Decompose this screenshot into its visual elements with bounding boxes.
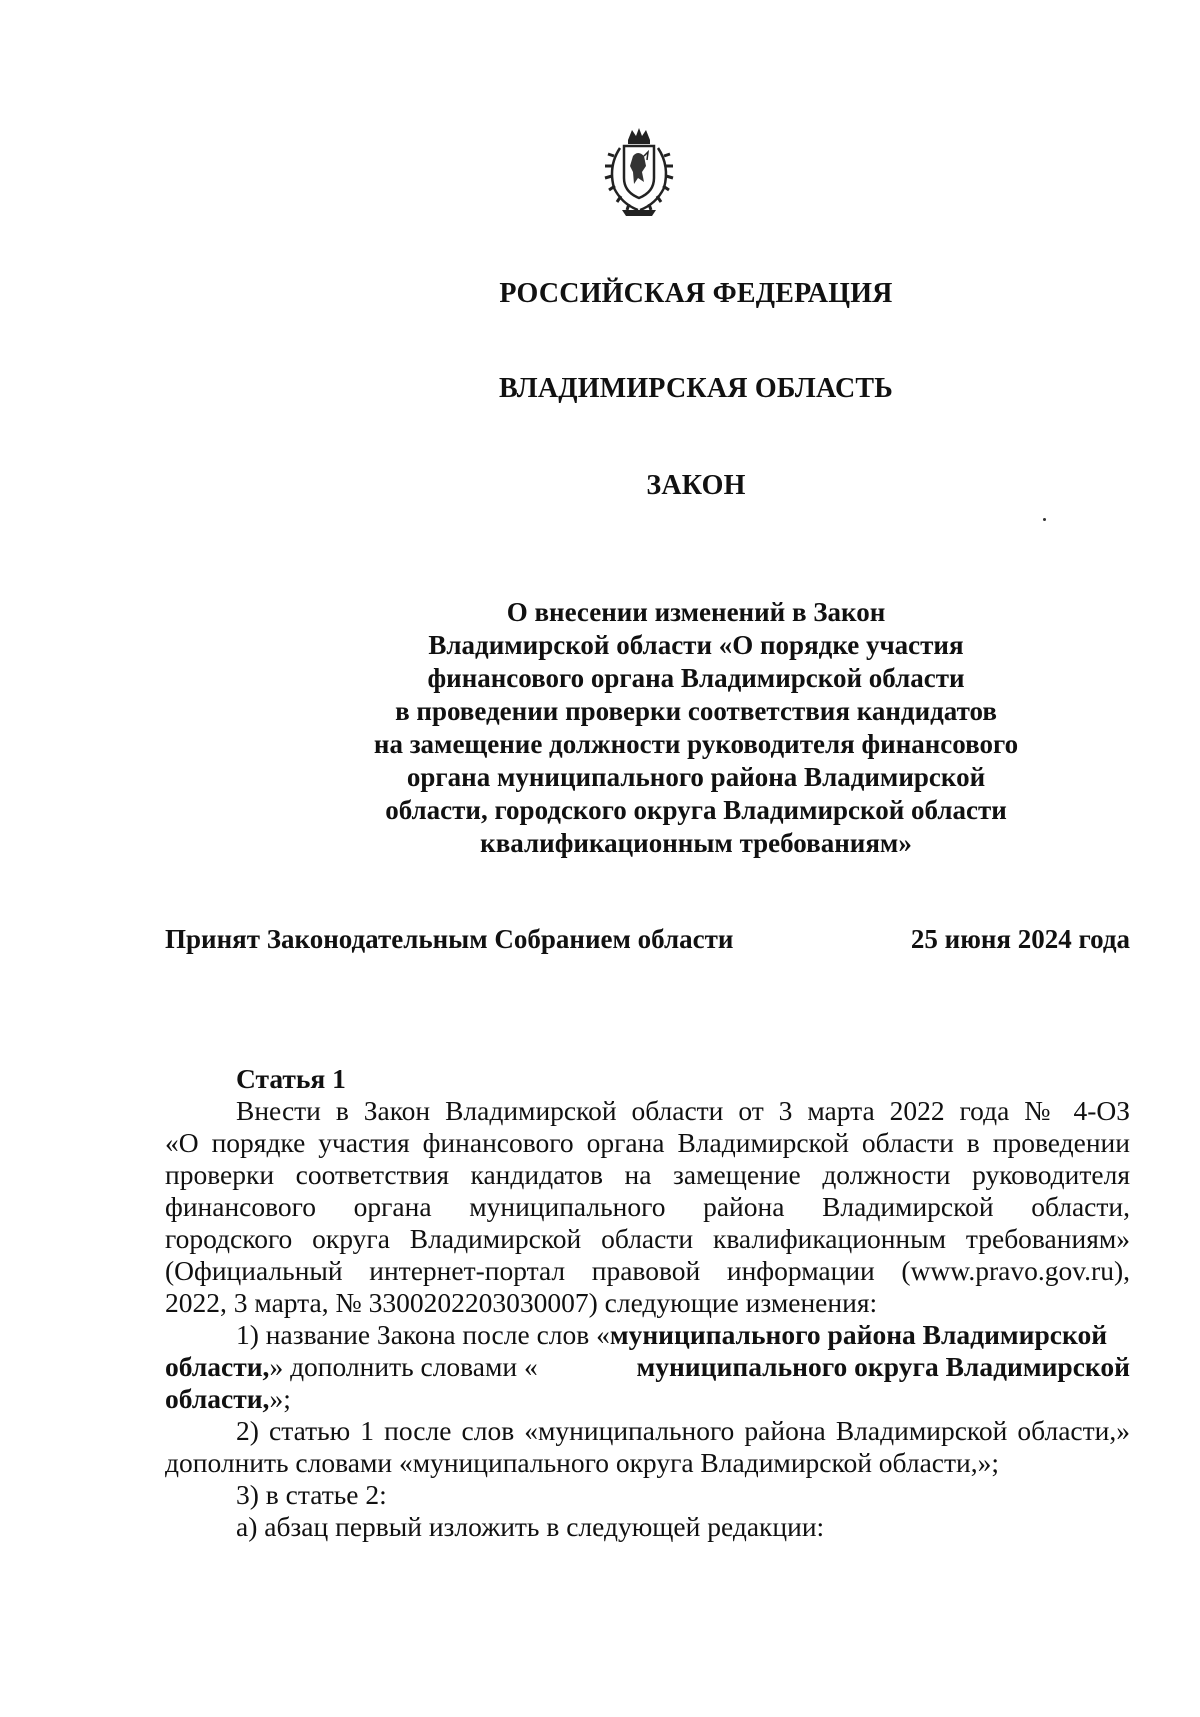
article-intro-line: проверки соответствия кандидатов на замещение должности руководителя: [165, 1159, 1130, 1190]
item-1-line: [165, 1319, 1130, 1351]
article-heading: Статья 1: [236, 1063, 346, 1094]
coat-of-arms-emblem: [600, 126, 678, 218]
country-heading: РОССИЙСКАЯ ФЕДЕРАЦИЯ: [499, 278, 893, 309]
item-3a-line: а) абзац первый изложить в следующей редакции:: [236, 1511, 825, 1542]
article-intro-line: финансового органа муниципального района Владимирской области,: [165, 1191, 1130, 1222]
law-title-line: О внесении изменений в Закон: [506, 597, 886, 627]
article-intro-line: Внести в Закон Владимирской области от 3 марта 2022 года № 4-ОЗ: [236, 1095, 1130, 1126]
law-title: [96, 596, 1200, 860]
adoption-line: [165, 924, 1130, 955]
item-1-line: [165, 1383, 1130, 1415]
law-title-line: финансового органа Владимирской области: [427, 663, 965, 693]
law-title-line: органа муниципального района Владимирской: [406, 762, 986, 792]
item-1-bold: муниципального округа Владимирской: [636, 1351, 1130, 1382]
article-intro-line: городского округа Владимирской области квалификационным требованиям»: [165, 1223, 1130, 1254]
item-1-prefix: 1) название Закона после слов «: [236, 1319, 610, 1350]
law-title-line: на замещение должности руководителя финансового: [373, 729, 1019, 759]
item-1-line: [165, 1351, 1130, 1383]
article-intro-line: «О порядке участия финансового органа Владимирской области в проведении: [165, 1127, 1130, 1158]
law-title-line: Владимирской области «О порядке участия: [428, 630, 964, 660]
article-intro-line: 2022, 3 марта, № 3300202203030007) следующие изменения:: [165, 1287, 878, 1318]
item-1-text: »;: [269, 1383, 291, 1414]
article-intro-line: (Официальный интернет-портал правовой информации (www.pravo.gov.ru),: [165, 1255, 1130, 1286]
region-heading: ВЛАДИМИРСКАЯ ОБЛАСТЬ: [498, 373, 894, 404]
law-title-line: в проведении проверки соответствия кандидатов: [395, 696, 997, 726]
document-type-heading: ЗАКОН: [646, 470, 746, 501]
article-body: [165, 1063, 1130, 1543]
item-2-line: дополнить словами «муниципального округа Владимирской области,»;: [165, 1447, 999, 1478]
law-title-line: квалификационным требованиям»: [480, 828, 912, 858]
item-1-bold: области,: [165, 1351, 270, 1382]
adoption-label: Принят Законодательным Собранием области: [165, 924, 734, 954]
scan-speck: [1043, 518, 1046, 521]
item-1-text: » дополнить словами «: [269, 1351, 538, 1382]
law-title-line: области, городского округа Владимирской области: [385, 795, 1007, 825]
item-1-bold: муниципального района Владимирской: [609, 1319, 1108, 1350]
item-2-line: 2) статью 1 после слов «муниципального района Владимирской области,»: [236, 1415, 1130, 1446]
item-1-bold: области,: [165, 1383, 270, 1414]
item-3-line: 3) в статье 2:: [236, 1479, 387, 1510]
adoption-date: 25 июня 2024 года: [910, 924, 1130, 954]
